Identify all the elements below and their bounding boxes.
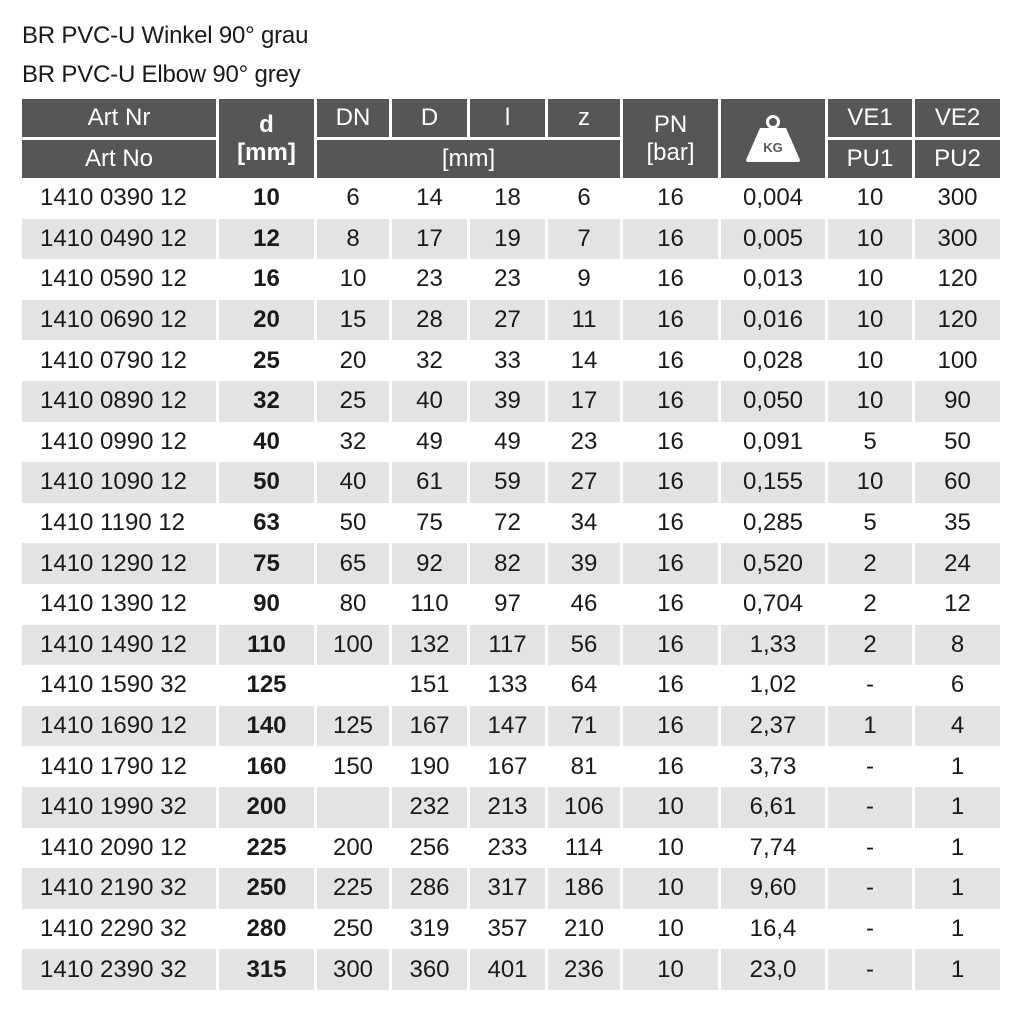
cell-pn: 10	[623, 949, 718, 990]
cell-pn: 16	[657, 671, 684, 699]
table-body	[22, 178, 1000, 990]
cell-z: 106	[548, 787, 620, 828]
cell-z: 71	[548, 706, 620, 747]
cell-ve1: -	[866, 671, 874, 699]
cell-weight: 0,155	[721, 462, 825, 503]
cell-dn: 40	[317, 462, 389, 503]
cell-art-no: 1410 1490 12	[22, 625, 216, 666]
header-z: z	[548, 99, 620, 140]
cell-pn: 16	[657, 427, 684, 455]
cell-ve2: 1	[950, 833, 965, 861]
cell-dn: 250	[332, 914, 374, 942]
cell-ve1: 5	[863, 509, 877, 537]
cell-l: 213	[470, 787, 545, 828]
cell-z: 186	[548, 868, 620, 909]
cell-outer-d: 110	[410, 590, 449, 618]
table-row	[22, 503, 1000, 544]
cell-ve1: -	[828, 787, 912, 828]
cell-d: 20	[219, 300, 314, 341]
cell-z: 17	[548, 381, 620, 422]
table-row	[22, 381, 1000, 422]
cell-ve1: 10	[828, 381, 912, 422]
cell-dn: 100	[317, 625, 389, 666]
cell-l: 357	[487, 914, 528, 942]
cell-outer-d: 151	[409, 671, 450, 699]
cell-art-no: 1410 0990 12	[40, 427, 187, 455]
cell-art-no: 1410 0390 12	[40, 184, 187, 212]
header-pn-label: PN	[653, 110, 688, 138]
cell-l: 82	[470, 543, 545, 584]
cell-dn: 65	[317, 543, 389, 584]
table-header	[22, 99, 1000, 178]
title-block	[22, 16, 308, 94]
cell-weight: 0,013	[742, 265, 804, 293]
cell-z: 34	[570, 509, 598, 537]
cell-ve2: 1	[915, 787, 1000, 828]
cell-outer-d: 256	[409, 833, 450, 861]
cell-l: 33	[494, 346, 521, 374]
cell-pn: 10	[623, 868, 718, 909]
cell-art-no: 1410 1090 12	[22, 462, 216, 503]
header-d-unit: [mm]	[237, 138, 296, 166]
cell-ve2: 1	[950, 752, 965, 780]
cell-weight: 0,091	[742, 427, 804, 455]
table-row	[22, 746, 1000, 787]
table-row	[22, 909, 1000, 950]
cell-ve2: 300	[915, 219, 1000, 260]
cell-dn	[317, 787, 389, 828]
cell-ve1: -	[828, 949, 912, 990]
product-table	[19, 99, 1003, 990]
cell-l: 59	[470, 462, 545, 503]
cell-ve1: 2	[828, 543, 912, 584]
header-ve2: VE2	[915, 99, 1000, 140]
cell-d: 40	[253, 427, 280, 455]
cell-outer-d: 319	[409, 914, 450, 942]
cell-ve1: 2	[828, 625, 912, 666]
cell-d: 250	[219, 868, 314, 909]
cell-weight: 9,60	[721, 868, 825, 909]
cell-dn	[317, 665, 389, 706]
cell-l: 19	[470, 219, 545, 260]
cell-outer-d: 32	[416, 346, 443, 374]
cell-pn: 10	[657, 914, 684, 942]
cell-pn: 16	[623, 462, 718, 503]
cell-pn: 16	[623, 300, 718, 341]
cell-art-no: 1410 1390 12	[40, 590, 187, 618]
cell-ve2: 1	[950, 914, 965, 942]
cell-ve2: 120	[915, 300, 1000, 341]
cell-weight: 0,704	[742, 590, 804, 618]
cell-ve2: 1	[915, 868, 1000, 909]
cell-z: 64	[570, 671, 598, 699]
cell-l: 97	[494, 590, 521, 618]
cell-weight: 0,004	[742, 184, 804, 212]
cell-d: 200	[219, 787, 314, 828]
cell-d: 32	[219, 381, 314, 422]
cell-ve1: -	[866, 914, 874, 942]
cell-l: 147	[470, 706, 545, 747]
table-row	[22, 219, 1000, 260]
cell-art-no: 1410 1590 32	[40, 671, 187, 699]
cell-d: 160	[246, 752, 287, 780]
cell-l: 18	[494, 184, 521, 212]
cell-weight: 0,028	[742, 346, 804, 374]
cell-d: 125	[246, 671, 287, 699]
cell-outer-d: 14	[416, 184, 443, 212]
cell-art-no: 1410 0690 12	[22, 300, 216, 341]
cell-z: 14	[570, 346, 598, 374]
cell-l: 133	[487, 671, 528, 699]
cell-ve1: 10	[856, 184, 884, 212]
cell-art-no: 1410 1690 12	[22, 706, 216, 747]
cell-dn: 125	[317, 706, 389, 747]
cell-outer-d: 61	[392, 462, 467, 503]
cell-d: 63	[253, 509, 280, 537]
cell-art-no: 1410 1790 12	[40, 752, 187, 780]
weight-icon-label: KG	[763, 139, 783, 155]
cell-ve2: 1	[915, 949, 1000, 990]
cell-outer-d: 28	[392, 300, 467, 341]
cell-pn: 16	[657, 265, 684, 293]
cell-art-no: 1410 1990 32	[22, 787, 216, 828]
cell-ve2: 120	[937, 265, 978, 293]
cell-ve2: 4	[915, 706, 1000, 747]
cell-ve2: 12	[944, 590, 971, 618]
title-german: BR PVC-U Winkel 90° grau	[22, 22, 309, 49]
cell-d: 225	[246, 833, 287, 861]
cell-z: 81	[570, 752, 598, 780]
cell-z: 114	[564, 833, 604, 861]
cell-art-no: 1410 2290 32	[40, 914, 187, 942]
header-ve1: VE1	[828, 99, 912, 140]
cell-l: 72	[494, 509, 521, 537]
header-pn	[623, 99, 718, 178]
table-row	[22, 787, 1000, 828]
cell-outer-d: 360	[392, 949, 467, 990]
cell-ve2: 50	[944, 427, 971, 455]
cell-z: 210	[563, 914, 605, 942]
cell-d: 25	[253, 346, 280, 374]
header-l: l	[470, 99, 545, 140]
cell-z: 9	[577, 265, 591, 293]
weight-icon	[740, 114, 806, 164]
cell-outer-d: 132	[392, 625, 467, 666]
cell-ve2: 8	[915, 625, 1000, 666]
table-row	[22, 543, 1000, 584]
cell-ve2: 35	[944, 509, 971, 537]
header-d-label: d	[259, 110, 274, 138]
cell-art-no: 1410 0890 12	[22, 381, 216, 422]
cell-outer-d: 286	[392, 868, 467, 909]
cell-ve1: 1	[828, 706, 912, 747]
title-english: BR PVC-U Elbow 90° grey	[22, 61, 301, 88]
cell-z: 23	[570, 427, 598, 455]
cell-d: 110	[219, 625, 314, 666]
cell-dn: 32	[339, 427, 367, 455]
cell-pn: 16	[623, 706, 718, 747]
cell-dn: 80	[339, 590, 367, 618]
cell-dn: 20	[339, 346, 367, 374]
header-art-no: Art No	[22, 140, 216, 178]
cell-outer-d: 49	[416, 427, 443, 455]
cell-z: 46	[570, 590, 598, 618]
header-pu2: PU2	[915, 140, 1000, 178]
cell-weight: 0,520	[721, 543, 825, 584]
cell-d: 140	[219, 706, 314, 747]
header-mm-unit: [mm]	[317, 140, 620, 178]
cell-ve2: 60	[915, 462, 1000, 503]
cell-l: 233	[487, 833, 528, 861]
table-row	[22, 178, 1000, 219]
cell-art-no: 1410 2190 32	[22, 868, 216, 909]
cell-art-no: 1410 2390 32	[22, 949, 216, 990]
cell-weight: 6,61	[721, 787, 825, 828]
cell-d: 280	[246, 914, 287, 942]
cell-d: 10	[253, 184, 280, 212]
table-row	[22, 828, 1000, 869]
cell-d: 315	[219, 949, 314, 990]
cell-l: 317	[470, 868, 545, 909]
cell-z: 39	[548, 543, 620, 584]
cell-pn: 16	[657, 346, 684, 374]
cell-l: 23	[494, 265, 521, 293]
cell-d: 12	[219, 219, 314, 260]
cell-d: 16	[253, 265, 280, 293]
cell-z: 56	[548, 625, 620, 666]
cell-outer-d: 232	[392, 787, 467, 828]
cell-weight: 0,016	[721, 300, 825, 341]
table-row	[22, 584, 1000, 625]
cell-l: 117	[470, 625, 545, 666]
cell-dn: 6	[346, 184, 360, 212]
cell-ve2: 90	[915, 381, 1000, 422]
header-art-nr: Art Nr	[22, 99, 216, 140]
cell-l: 27	[470, 300, 545, 341]
cell-art-no: 1410 2090 12	[40, 833, 187, 861]
cell-art-no: 1410 0490 12	[22, 219, 216, 260]
cell-weight: 16,4	[749, 914, 797, 942]
cell-art-no: 1410 0590 12	[40, 265, 187, 293]
cell-pn: 16	[657, 590, 684, 618]
cell-ve1: 10	[856, 346, 884, 374]
cell-weight: 2,37	[721, 706, 825, 747]
cell-ve2: 6	[950, 671, 965, 699]
cell-pn: 16	[657, 509, 684, 537]
cell-l: 49	[494, 427, 521, 455]
cell-pn: 16	[623, 625, 718, 666]
cell-l: 167	[487, 752, 528, 780]
table-row	[22, 259, 1000, 300]
cell-dn: 150	[332, 752, 374, 780]
cell-ve1: 10	[856, 265, 884, 293]
table-row	[22, 949, 1000, 990]
cell-ve1: 10	[828, 300, 912, 341]
cell-d: 90	[253, 590, 280, 618]
cell-pn: 10	[657, 833, 684, 861]
table-row	[22, 422, 1000, 463]
cell-dn: 10	[339, 265, 367, 293]
table-row	[22, 340, 1000, 381]
cell-d: 75	[219, 543, 314, 584]
table-row	[22, 625, 1000, 666]
cell-ve1: 2	[863, 590, 877, 618]
cell-ve1: 5	[863, 427, 877, 455]
cell-art-no: 1410 1290 12	[22, 543, 216, 584]
cell-weight: 3,73	[749, 752, 797, 780]
cell-weight: 0,005	[721, 219, 825, 260]
header-d	[219, 99, 314, 178]
cell-ve1: -	[828, 868, 912, 909]
cell-ve2: 300	[937, 184, 978, 212]
cell-z: 7	[548, 219, 620, 260]
cell-outer-d: 23	[416, 265, 443, 293]
cell-dn: 300	[317, 949, 389, 990]
cell-art-no: 1410 1190 12	[40, 509, 186, 537]
cell-pn: 16	[657, 184, 684, 212]
cell-ve1: 10	[828, 219, 912, 260]
cell-outer-d: 40	[392, 381, 467, 422]
cell-weight: 0,285	[742, 509, 804, 537]
cell-ve2: 24	[915, 543, 1000, 584]
cell-pn: 16	[623, 381, 718, 422]
cell-dn: 50	[339, 509, 367, 537]
cell-outer-d: 167	[392, 706, 467, 747]
header-dn: DN	[317, 99, 389, 140]
table-row	[22, 665, 1000, 706]
cell-ve1: -	[866, 752, 874, 780]
header-pn-unit: [bar]	[646, 138, 695, 166]
cell-d: 50	[219, 462, 314, 503]
cell-ve1: -	[866, 833, 874, 861]
cell-z: 11	[548, 300, 620, 341]
cell-l: 401	[470, 949, 545, 990]
cell-weight: 1,33	[721, 625, 825, 666]
cell-z: 27	[548, 462, 620, 503]
cell-weight: 0,050	[721, 381, 825, 422]
cell-weight: 7,74	[749, 833, 797, 861]
cell-z: 236	[548, 949, 620, 990]
cell-art-no: 1410 0790 12	[40, 346, 187, 374]
cell-dn: 15	[317, 300, 389, 341]
cell-pn: 16	[623, 219, 718, 260]
cell-dn: 8	[317, 219, 389, 260]
cell-weight: 1,02	[749, 671, 797, 699]
table-row	[22, 462, 1000, 503]
header-pu1: PU1	[828, 140, 912, 178]
cell-pn: 16	[657, 752, 684, 780]
cell-dn: 200	[332, 833, 374, 861]
table-row	[22, 706, 1000, 747]
cell-l: 39	[470, 381, 545, 422]
table-row	[22, 868, 1000, 909]
cell-outer-d: 92	[392, 543, 467, 584]
table-row	[22, 300, 1000, 341]
cell-weight: 23,0	[721, 949, 825, 990]
cell-outer-d: 190	[409, 752, 450, 780]
cell-ve1: 10	[828, 462, 912, 503]
cell-outer-d: 17	[392, 219, 467, 260]
cell-dn: 25	[317, 381, 389, 422]
cell-dn: 225	[317, 868, 389, 909]
header-D: D	[392, 99, 467, 140]
cell-z: 6	[577, 184, 591, 212]
cell-pn: 16	[623, 543, 718, 584]
cell-pn: 10	[623, 787, 718, 828]
header-weight	[721, 99, 825, 178]
cell-ve2: 100	[937, 346, 978, 374]
cell-outer-d: 75	[416, 509, 443, 537]
